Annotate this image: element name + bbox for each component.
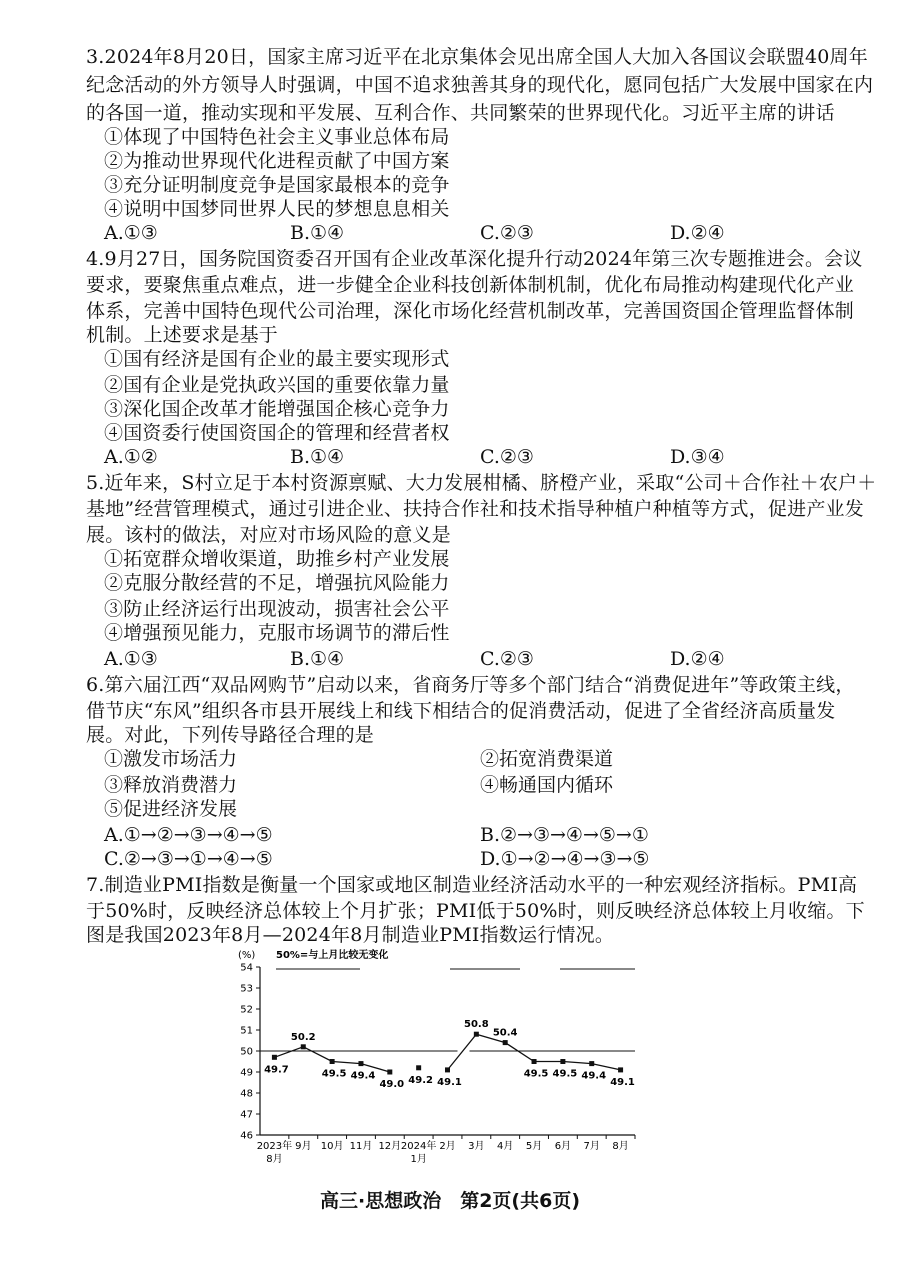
q6-line: 借节庆“东风”组织各市县开展线上和线下相结合的促消费活动，促进了全省经济高质量发 <box>86 700 836 722</box>
x-tick-label: 9月 <box>295 1141 312 1152</box>
data-point <box>301 1044 306 1049</box>
q4-item: ①国有经济是国有企业的最主要实现形式 <box>104 348 450 370</box>
y-tick-label: 47 <box>240 1109 253 1121</box>
chart-title: 50%=与上月比较无变化 <box>276 950 389 961</box>
q5-option-d: D.②④ <box>670 648 725 670</box>
q6-option-a: A.①→②→③→④→⑤ <box>104 824 273 846</box>
q3-option-d: D.②④ <box>670 222 725 244</box>
q4-line: 体系，完善中国特色现代公司治理，深化市场化经营机制改革，完善国资国企管理监督体制 <box>86 300 855 322</box>
q5-option-b: B.①④ <box>290 648 345 670</box>
q6-option-c: C.②→③→①→④→⑤ <box>104 848 273 870</box>
pmi-chart <box>230 945 650 1175</box>
q6-item: ④畅通国内循环 <box>480 774 614 796</box>
x-tick-label: 8月 <box>612 1141 629 1152</box>
q6-item: ③释放消费潜力 <box>104 774 238 796</box>
data-label: 50.4 <box>492 1027 518 1039</box>
q3-option-a: A.①③ <box>104 222 158 244</box>
q4-item: ④国资委行使国资国企的管理和经营者权 <box>104 422 450 444</box>
q6-item: ①激发市场活力 <box>104 748 238 770</box>
data-label: 50.8 <box>464 1019 489 1031</box>
data-point <box>560 1059 565 1064</box>
q5-line: 5.近年来，S村立足于本村资源禀赋、大力发展柑橘、脐橙产业，采取“公司＋合作社＋农户＋ <box>86 472 877 494</box>
q3-line: 的各国一道，推动实现和平发展、互利合作、共同繁荣的世界现代化。习近平主席的讲话 <box>86 102 835 124</box>
q4-item: ③深化国企改革才能增强国企核心竞争力 <box>104 398 450 420</box>
x-tick-label: 5月 <box>525 1141 543 1152</box>
data-label: 49.0 <box>379 1079 405 1090</box>
q3-line: 3.2024年8月20日，国家主席习近平在北京集体会见出席全国人大加入各国议会联盟40周年 <box>86 46 868 68</box>
data-label: 49.1 <box>610 1076 635 1088</box>
x-tick-label: 12月 <box>378 1141 402 1152</box>
q4-item: ②国有企业是党执政兴国的重要依靠力量 <box>104 374 450 396</box>
data-label: 49.1 <box>437 1076 462 1088</box>
x-tick-label: 4月 <box>497 1141 514 1152</box>
q3-item: ①体现了中国特色社会主义事业总体布局 <box>104 126 450 148</box>
q5-option-a: A.①③ <box>104 648 158 670</box>
y-tick-label: 53 <box>240 983 253 995</box>
data-label: 50.2 <box>290 1031 316 1043</box>
x-tick-label: 10月 <box>320 1141 344 1152</box>
q4-option-c: C.②③ <box>480 446 534 468</box>
data-point <box>416 1065 421 1070</box>
x-tick-label: 3月 <box>468 1141 485 1152</box>
q5-item: ①拓宽群众增收渠道，助推乡村产业发展 <box>104 548 450 570</box>
q7-line: 于50%时，反映经济总体较上个月扩张；PMI低于50%时，则反映经济总体较上月收缩。下 <box>86 900 865 922</box>
series-line <box>448 1034 621 1070</box>
q4-option-b: B.①④ <box>290 446 345 468</box>
q3-line: 纪念活动的外方领导人时强调，中国不追求独善其身的现代化，愿同包括广大发展中国家在内 <box>86 74 874 96</box>
q4-line: 要求，要聚焦重点难点，进一步健全企业科技创新体制机制，优化布局推动构建现代化产业 <box>86 274 855 296</box>
q6-item: ②拓宽消费渠道 <box>480 748 614 770</box>
x-tick-label: 2023年 <box>256 1141 293 1152</box>
q6-line: 6.第六届江西“双品网购节”启动以来，省商务厅等多个部门结合“消费促进年”等政策主线， <box>86 674 855 696</box>
data-point <box>503 1040 508 1045</box>
y-tick-label: 50 <box>240 1046 253 1058</box>
data-point <box>330 1059 335 1064</box>
y-tick-label: 49 <box>240 1067 253 1079</box>
q6-line: 展。对此，下列传导路径合理的是 <box>86 724 375 746</box>
x-tick-label: 8月 <box>266 1154 283 1165</box>
q3-item: ④说明中国梦同世界人民的梦想息息相关 <box>104 198 450 220</box>
q6-option-b: B.②→③→④→⑤→① <box>480 824 649 846</box>
data-label: 49.5 <box>321 1068 347 1080</box>
data-label: 49.4 <box>350 1070 376 1082</box>
y-tick-label: 46 <box>240 1130 253 1142</box>
x-tick-label: 2月 <box>439 1141 456 1152</box>
y-tick-label: 52 <box>240 1004 253 1016</box>
x-tick-label: 6月 <box>554 1141 572 1152</box>
data-point <box>445 1067 450 1072</box>
q3-option-b: B.①④ <box>290 222 345 244</box>
data-point <box>272 1055 277 1060</box>
q5-option-c: C.②③ <box>480 648 534 670</box>
q5-item: ④增强预见能力，克服市场调节的滞后性 <box>104 622 450 644</box>
data-point <box>358 1061 363 1066</box>
q7-line: 7.制造业PMI指数是衡量一个国家或地区制造业经济活动水平的一种宏观经济指标。PMI高 <box>86 874 858 896</box>
y-tick-label: 54 <box>240 962 253 974</box>
x-tick-label: 7月 <box>583 1141 600 1152</box>
q3-option-c: C.②③ <box>480 222 534 244</box>
q4-option-d: D.③④ <box>670 446 725 468</box>
q4-line: 4.9月27日，国务院国资委召开国有企业改革深化提升行动2024年第三次专题推进会。会议 <box>86 248 863 270</box>
y-tick-label: 51 <box>240 1025 253 1037</box>
data-label: 49.2 <box>408 1074 433 1086</box>
q5-item: ③防止经济运行出现波动，损害社会公平 <box>104 598 450 620</box>
data-point <box>532 1059 537 1064</box>
q3-item: ③充分证明制度竞争是国家最根本的竞争 <box>104 174 450 196</box>
x-tick-label: 1月 <box>410 1154 427 1165</box>
data-label: 49.4 <box>581 1070 607 1082</box>
q6-option-d: D.①→②→④→③→⑤ <box>480 848 650 870</box>
page-footer: 高三·思想政治 第2页(共6页) <box>319 1190 581 1212</box>
x-tick-label: 2024年 <box>400 1141 437 1152</box>
y-axis-label: (%) <box>238 950 256 961</box>
data-point <box>618 1067 623 1072</box>
q5-item: ②克服分散经营的不足，增强抗风险能力 <box>104 572 450 594</box>
q7-line: 图是我国2023年8月—2024年8月制造业PMI指数运行情况。 <box>86 924 615 946</box>
q3-item: ②为推动世界现代化进程贡献了中国方案 <box>104 150 450 172</box>
data-point <box>474 1032 479 1037</box>
data-label: 49.5 <box>552 1068 578 1080</box>
q5-line: 展。该村的做法，对应对市场风险的意义是 <box>86 524 451 546</box>
data-label: 49.5 <box>523 1068 549 1080</box>
q5-line: 基地”经营管理模式，通过引进企业、扶持合作社和技术指导种植户种植等方式，促进产业发 <box>86 498 864 520</box>
data-point <box>589 1061 594 1066</box>
data-label: 49.7 <box>264 1064 289 1076</box>
q4-option-a: A.①② <box>104 446 158 468</box>
x-tick-label: 11月 <box>349 1141 373 1152</box>
pmi-chart-svg <box>230 945 650 1175</box>
q4-line: 机制。上述要求是基于 <box>86 324 279 346</box>
y-tick-label: 48 <box>240 1088 253 1100</box>
data-point <box>387 1070 392 1075</box>
q6-item: ⑤促进经济发展 <box>104 798 238 820</box>
